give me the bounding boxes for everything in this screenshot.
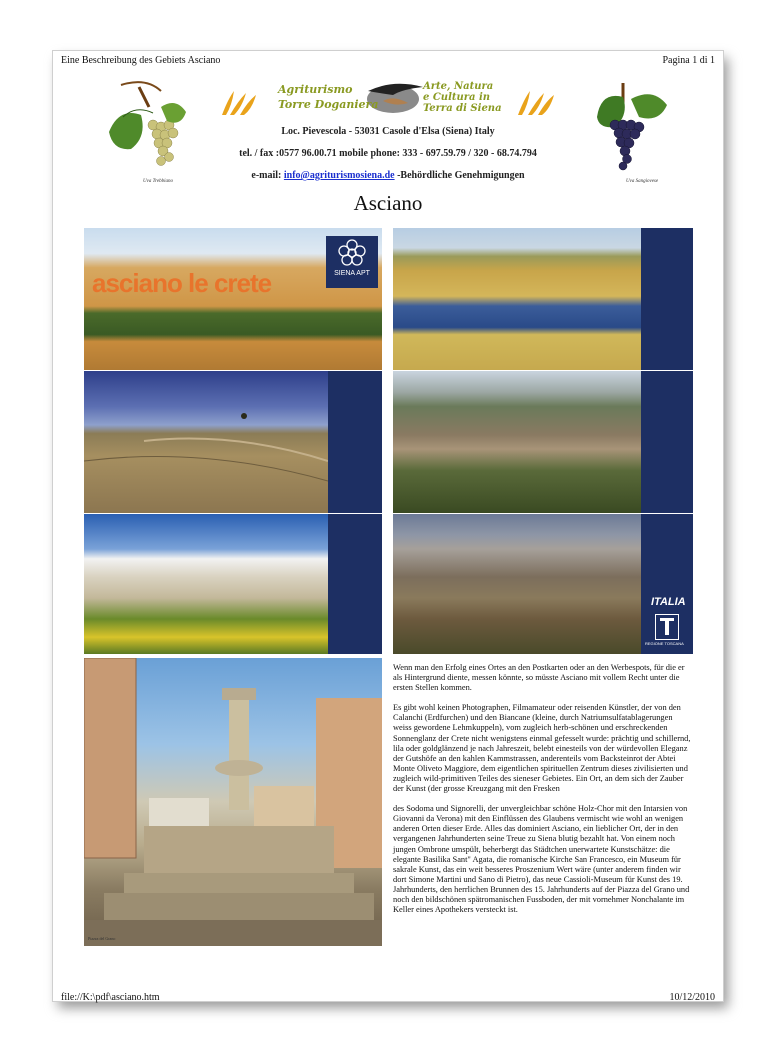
postcard-blue-border-3 — [641, 371, 693, 513]
logo-right-line3: Terra di Siena — [423, 103, 502, 114]
logo-left-line1: Agriturismo — [278, 83, 353, 96]
siena-apt-label: SIENA APT — [334, 270, 370, 277]
email-label: e-mail: — [251, 170, 284, 181]
italia-label: ITALIA — [651, 596, 686, 608]
postcard-crete-landscape — [84, 228, 382, 370]
paragraph-2: Es gibt wohl keinen Photographen, Filmamateur oder reisenden Künstler, der von den Calanchi (Erdfurchen) und den Biancane (kleine, durch Natriumsulfatablagerungen weiss gewordene Lehmkuppeln), vom zugleich herb-schönen und erschreckenden Sonnenglanz der Crete nicht wenigstens einmal gefesselt wurde: prächtig und schillernd, lila oder goldglänzend je nach Jahreszeit, belebt einesteils von der würdevollen Eleganz der Gutshöfe an den kahlen Kammstrassen, anderenteils vom Backsteinrot der Abtei Monte Oliveto Maggiore, dem eigentlichen spirituellen Zentrum dieses zivilisierten und zugleich wild-primitiven Teiles des sieneser Gebietes. Ein Ort, an dem sich der Zauber der Kunst (der grosse Kreuzgang mit den Fresken — [393, 703, 691, 794]
toscana-label: REGIONE TOSCANA — [645, 641, 684, 646]
logo-right-line2: e Cultura in — [423, 92, 491, 103]
paragraph-3: des Sodoma und Signorelli, der unvergleichbar schöne Holz-Chor mit den Intarsien von Giovanni da Verona) mit den Einflüssen des Glaubens vermischt wie wohl an wenigen anderen Orten dieser Erde. Alles das dominiert Asciano, ein lieblicher Ort, der in den vergangenen Jahrhunderten seine Treue zu Siena blutig bezahlt hat. Von einem noch jungen Ombrone umspült, beherbergt das Städtchen unerwartete Kunstschätze: die elegante Basilika Sant" Agata, die romanische Kirche San Francesco, ein Museum für sakrale Kunst, das ein weit besseres Proszenium Wert wäre (unter anderem finden wir dort Simone Martini und Sano di Pietro), das neue Cassioli-Museum für Kunst des 19. Jahrhunderts, den herrlichen Brunnen des 15. Jahrhunderts auf der Piazza del Grano und noch den bildschönen spätromanischen Fussboden, der mit vornehmer Nonchalante im Keller eines Apothekers versteckt ist. — [393, 804, 690, 915]
logo-left-line2: Torre Doganiera — [278, 98, 379, 111]
grape-right-caption: Uva Sangiovese — [626, 179, 659, 184]
fountain-illustration — [84, 658, 382, 946]
postcard-blue-border-2 — [328, 371, 382, 513]
print-footer-path: file://K:\pdf\asciano.htm — [61, 992, 160, 1003]
postcard-overlay-title: asciano le crete — [92, 268, 272, 298]
siena-flower-icon — [334, 236, 370, 268]
logo-text-left — [278, 83, 378, 111]
printed-page — [52, 50, 724, 1002]
grape-left-caption: Uva Trebbiano — [143, 179, 173, 184]
toscana-emblem-icon — [655, 614, 679, 640]
ploughed-field-lines — [84, 371, 328, 513]
logo-text-right — [423, 81, 502, 114]
fountain-photo — [84, 658, 382, 946]
logo-right-line1: Arte, Natura — [423, 81, 494, 92]
fountain-caption: Piazza del Grano — [88, 936, 116, 941]
print-header-title: Eine Beschreibung des Gebiets Asciano — [61, 55, 221, 66]
email-link[interactable]: info@agriturismosiena.de — [283, 170, 395, 181]
phone-line: tel. / fax :0577 96.00.71 mobile phone: 333 - 697.59.79 / 320 - 68.74.794 — [239, 148, 537, 159]
logo-texts — [218, 81, 558, 121]
siena-apt-logo — [326, 236, 378, 288]
postcard-blue-border-4 — [328, 514, 382, 654]
postcard-biancane — [84, 514, 328, 654]
postcard-ploughed-field — [84, 371, 328, 513]
print-header-page: Pagina 1 di 1 — [662, 55, 715, 66]
postcard-lake-landscape — [393, 228, 641, 370]
paragraph-1: Wenn man den Erfolg eines Ortes an den Postkarten oder an den Werbespots, für die er als Hintergrund diente, messen könnte, so müsste Asciano mit vollem Recht unter die ersten Stellen kommen. — [393, 663, 685, 693]
postcard-calanchi — [393, 371, 641, 513]
description-text — [393, 663, 693, 925]
postcard-hills-sunset — [393, 514, 641, 654]
email-line — [53, 170, 723, 181]
postcard-blue-border-5 — [641, 514, 693, 654]
page-title: Asciano — [353, 191, 423, 215]
postcard-blue-border — [641, 228, 693, 370]
email-suffix: -Behördliche Genehmigungen — [394, 170, 525, 181]
print-footer-date: 10/12/2010 — [669, 992, 715, 1003]
address-line: Loc. Pievescola - 53031 Casole d'Elsa (Siena) Italy — [281, 126, 495, 137]
